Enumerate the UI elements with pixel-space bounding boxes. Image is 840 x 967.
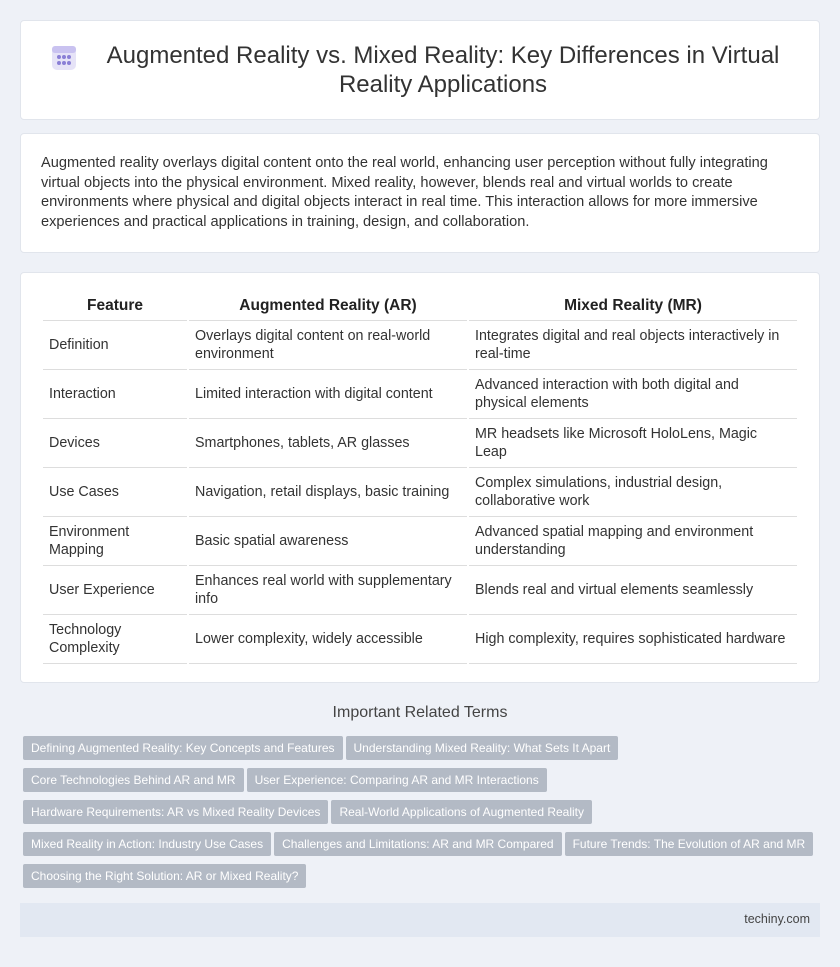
feature-cell: Devices — [43, 418, 188, 467]
table-row — [43, 418, 797, 467]
mr-cell: Advanced spatial mapping and environment understanding — [468, 516, 797, 565]
mr-cell: Blends real and virtual elements seamlessly — [468, 565, 797, 614]
ar-cell: Basic spatial awareness — [188, 516, 468, 565]
mr-cell: MR headsets like Microsoft HoloLens, Magic Leap — [468, 418, 797, 467]
feature-cell: User Experience — [43, 565, 188, 614]
grid-app-icon — [51, 45, 77, 71]
page-title: Augmented Reality vs. Mixed Reality: Key Differences in Virtual Reality Applications — [106, 42, 780, 98]
related-term-tag[interactable]: Real-World Applications of Augmented Reality — [331, 800, 592, 824]
related-term-tag[interactable]: Challenges and Limitations: AR and MR Compared — [274, 832, 561, 856]
table-header-row — [43, 293, 797, 320]
table-row — [43, 320, 797, 369]
feature-cell: Definition — [43, 320, 188, 369]
mr-cell: Complex simulations, industrial design, collaborative work — [468, 467, 797, 516]
related-term-tag[interactable]: Understanding Mixed Reality: What Sets It Apart — [346, 736, 619, 760]
related-term-tag[interactable]: Future Trends: The Evolution of AR and MR — [565, 832, 814, 856]
table-row — [43, 516, 797, 565]
mr-cell: Integrates digital and real objects interactively in real-time — [468, 320, 797, 369]
related-terms-heading: Important Related Terms — [332, 704, 508, 721]
table-row — [43, 467, 797, 516]
related-term-tag[interactable]: User Experience: Comparing AR and MR Interactions — [247, 768, 547, 792]
feature-cell: Interaction — [43, 369, 188, 418]
related-term-tag[interactable]: Mixed Reality in Action: Industry Use Cases — [23, 832, 271, 856]
footer-site-link[interactable]: techiny.com — [744, 912, 810, 926]
mr-cell: Advanced interaction with both digital and physical elements — [468, 369, 797, 418]
feature-cell: Technology Complexity — [43, 614, 188, 663]
related-term-tag[interactable]: Core Technologies Behind AR and MR — [23, 768, 244, 792]
related-terms-list — [23, 736, 823, 896]
feature-cell: Environment Mapping — [43, 516, 188, 565]
header-card — [20, 20, 820, 120]
table-row — [43, 565, 797, 614]
column-header-ar: Augmented Reality (AR) — [188, 293, 468, 320]
footer — [20, 903, 820, 937]
comparison-table-card — [20, 272, 820, 683]
ar-cell: Lower complexity, widely accessible — [188, 614, 468, 663]
comparison-table — [43, 293, 797, 664]
ar-cell: Navigation, retail displays, basic training — [188, 467, 468, 516]
column-header-mr: Mixed Reality (MR) — [468, 293, 797, 320]
related-term-tag[interactable]: Defining Augmented Reality: Key Concepts and Features — [23, 736, 343, 760]
ar-cell: Smartphones, tablets, AR glasses — [188, 418, 468, 467]
column-header-feature: Feature — [43, 293, 188, 320]
ar-cell: Overlays digital content on real-world environment — [188, 320, 468, 369]
ar-cell: Limited interaction with digital content — [188, 369, 468, 418]
related-term-tag[interactable]: Choosing the Right Solution: AR or Mixed Reality? — [23, 864, 306, 888]
feature-cell: Use Cases — [43, 467, 188, 516]
ar-cell: Enhances real world with supplementary info — [188, 565, 468, 614]
table-row — [43, 614, 797, 663]
intro-card — [20, 133, 820, 253]
mr-cell: High complexity, requires sophisticated hardware — [468, 614, 797, 663]
related-term-tag[interactable]: Hardware Requirements: AR vs Mixed Reality Devices — [23, 800, 328, 824]
table-row — [43, 369, 797, 418]
intro-paragraph: Augmented reality overlays digital content onto the real world, enhancing user perception without fully integrating virtual objects into the physical environment. Mixed reality, however, blends real and virtual worlds to create environments where physical and digital objects interact in real time. This interaction allows for more immersive experiences and practical applications in training, design, and collaboration. — [41, 155, 768, 230]
